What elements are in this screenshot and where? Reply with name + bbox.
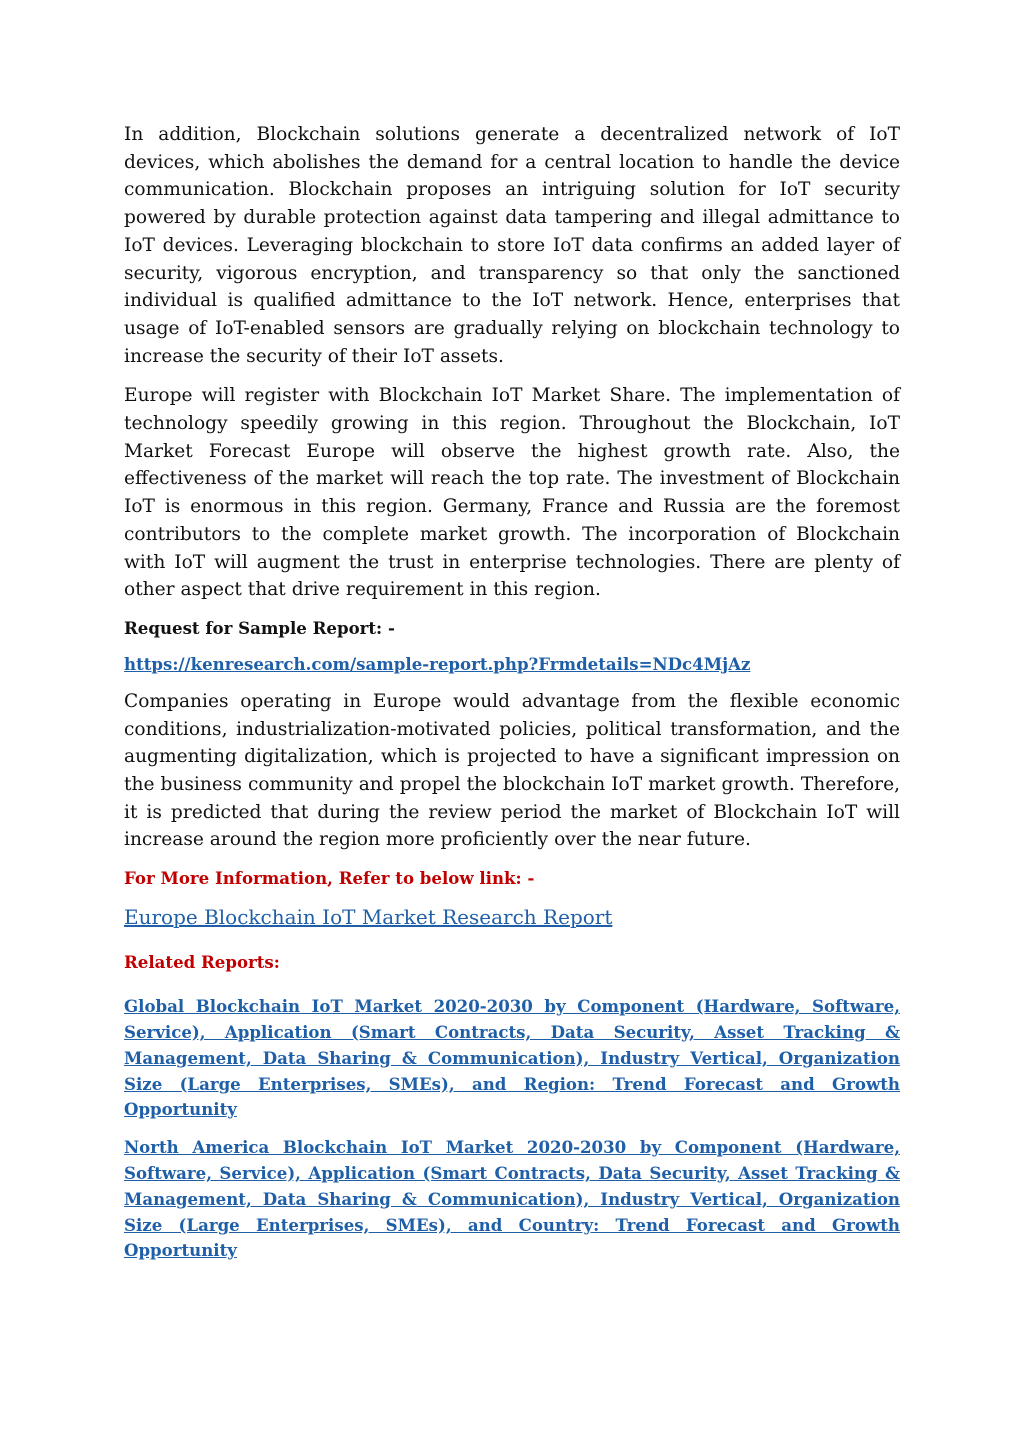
paragraph-europe-market-share: Europe will register with Blockchain IoT Market Share. The implementation of technology speedily growing in this region. Throughout the Blockchain, IoT Market Forecast Europe will observe the highest growth rate. Also, the effectiveness of the market will reach the top rate. The investment of Blockchain IoT is enormous in this region. Germany, France and Russia are the foremost contributors to the complete market growth. The incorporation of Blockchain with IoT will augment the trust in enterprise technologies. There are plenty of other aspect that drive requirement in this region.	[124, 385, 900, 601]
related-report-link-north-america[interactable]: North America Blockchain IoT Market 2020-2030 by Component (Hardware, Software, Service), Application (Smart Contracts, Data Security, Asset Tracking & Management, Data Sharing & Communication), Industry Vertical, Organization Size (Large Enterprises, SMEs), and Country: Trend Forecast and Growth Opportunity	[124, 1137, 900, 1261]
sample-report-label: Request for Sample Report: -	[124, 617, 395, 638]
paragraph-europe-companies: Companies operating in Europe would advantage from the flexible economic conditions, industrialization-motivated policies, political transformation, and the augmenting digitalization, which is projected to have a significant impression on the business community and propel the blockchain IoT market growth. Therefore, it is predicted that during the review period the market of Blockchain IoT will increase around the region more proficiently over the near future.	[124, 690, 900, 851]
related-report-item	[124, 1135, 900, 1264]
sample-report-link-wrap	[124, 652, 900, 676]
sample-report-link[interactable]: https://kenresearch.com/sample-report.php?Frmdetails=NDc4MjAz	[124, 653, 751, 674]
more-info-label: For More Information, Refer to below link: -	[124, 868, 535, 889]
report-link-wrap	[124, 902, 900, 932]
document-page	[124, 121, 900, 1276]
europe-report-link[interactable]: Europe Blockchain IoT Market Research Report	[124, 905, 613, 930]
related-reports-label: Related Reports:	[124, 952, 280, 973]
related-report-item	[124, 994, 900, 1123]
paragraph-blockchain-iot-security: In addition, Blockchain solutions generate a decentralized network of IoT devices, which abolishes the demand for a central location to handle the device communication. Blockchain proposes an intriguing solution for IoT security powered by durable protection against data tampering and illegal admittance to IoT devices. Leveraging blockchain to store IoT data confirms an added layer of security, vigorous encryption, and transparency so that only the sanctioned individual is qualified admittance to the IoT network. Hence, enterprises that usage of IoT-enabled sensors are gradually relying on blockchain technology to increase the security of their IoT assets.	[124, 124, 900, 367]
related-report-link-global[interactable]: Global Blockchain IoT Market 2020-2030 by Component (Hardware, Software, Service), Application (Smart Contracts, Data Security, Asset Tracking & Management, Data Sharing & Communication), Industry Vertical, Organization Size (Large Enterprises, SMEs), and Region: Trend Forecast and Growth Opportunity	[124, 996, 900, 1120]
